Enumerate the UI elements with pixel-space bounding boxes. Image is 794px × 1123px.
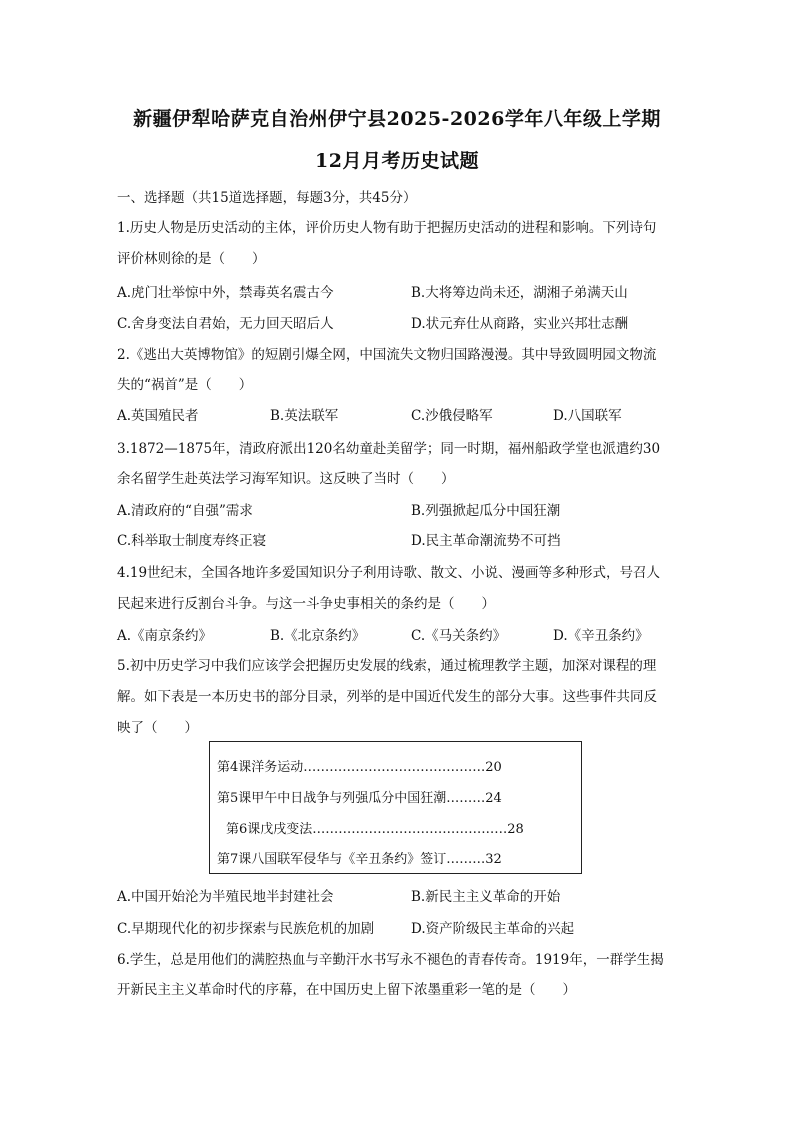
question-4-option-b: B.《北京条约》 (270, 628, 366, 644)
question-1-option-a: A.虎门壮举惊中外，禁毒英名震古今 (117, 285, 334, 301)
question-5-stem-line3: 映了（ ） (117, 720, 198, 736)
question-2-stem-line1: 2.《逃出大英博物馆》的短剧引爆全网，中国流失文物归国路漫漫。其中导致圆明园文物流 (117, 347, 657, 363)
exam-title-line2: 12月月考历史试题 (315, 150, 479, 172)
question-6-stem-line1: 6.学生，总是用他们的满腔热血与辛勤汗水书写永不褪色的青春传奇。1919年，一群学生揭 (117, 952, 664, 968)
question-5-option-d: D.资产阶级民主革命的兴起 (411, 921, 575, 937)
toc-row: 第4课洋务运动……………………………………20 (217, 760, 502, 775)
question-1-stem-line2: 评价林则徐的是（ ） (117, 251, 266, 267)
question-4-stem-line2: 民起来进行反割台斗争。与这一斗争史事相关的条约是（ ） (117, 596, 495, 612)
question-5-option-a: A.中国开始沦为半殖民地半封建社会 (117, 889, 334, 905)
question-3-option-c: C.科举取士制度寿终正寝 (117, 533, 267, 549)
exam-title-line1: 新疆伊犁哈萨克自治州伊宁县2025-2026学年八年级上学期 (133, 108, 661, 130)
question-2-option-b: B.英法联军 (270, 408, 339, 424)
question-3-option-b: B.列强掀起瓜分中国狂潮 (411, 503, 561, 519)
question-2-option-a: A.英国殖民者 (117, 408, 199, 424)
question-5-stem-line2: 解。如下表是一本历史书的部分目录，列举的是中国近代发生的部分大事。这些事件共同反 (117, 689, 657, 705)
question-6-stem-line2: 开新民主主义革命时代的序幕，在中国历史上留下浓墨重彩一笔的是（ ） (117, 982, 576, 998)
question-3-option-a: A.清政府的“自强”需求 (117, 503, 253, 519)
question-3-option-d: D.民主革命潮流势不可挡 (411, 533, 561, 549)
question-2-option-d: D.八国联军 (553, 408, 622, 424)
question-5-stem-line1: 5.初中历史学习中我们应该学会把握历史发展的线索，通过梳理教学主题，加深对课程的理 (117, 658, 657, 674)
question-5-option-c: C.早期现代化的初步探索与民族危机的加剧 (117, 921, 375, 937)
question-5-option-b: B.新民主主义革命的开始 (411, 889, 561, 905)
question-4-stem-line1: 4.19世纪末，全国各地许多爱国知识分子利用诗歌、散文、小说、漫画等多种形式，号召人 (117, 565, 661, 581)
question-2-stem-line2: 失的“祸首”是（ ） (117, 377, 253, 393)
question-4-option-a: A.《南京条约》 (117, 628, 213, 644)
table-of-contents-box (209, 741, 582, 874)
question-3-stem-line1: 3.1872—1875年，清政府派出120名幼童赴美留学；同一时期，福州船政学堂也派遣约30 (117, 441, 661, 457)
question-1-option-c: C.舍身变法自君始，无力回天昭后人 (117, 316, 334, 332)
section-heading: 一、选择题（共15道选择题，每题3分，共45分） (117, 190, 417, 206)
question-2-option-c: C.沙俄侵略军 (411, 408, 493, 424)
question-1-stem-line1: 1.历史人物是历史活动的主体，评价历史人物有助于把握历史活动的进程和影响。下列诗句 (117, 220, 657, 236)
question-4-option-c: C.《马关条约》 (411, 628, 507, 644)
toc-row: 第6课戊戌变法………………………………………28 (226, 822, 524, 837)
question-3-stem-line2: 余名留学生赴英法学习海军知识。这反映了当时（ ） (117, 471, 455, 487)
toc-row: 第7课八国联军侵华与《辛丑条约》签订………32 (217, 852, 502, 867)
question-1-option-d: D.状元弃仕从商路，实业兴邦壮志酬 (411, 316, 629, 332)
question-1-option-b: B.大将筹边尚未还，湖湘子弟满天山 (411, 285, 628, 301)
question-4-option-d: D.《辛丑条约》 (553, 628, 649, 644)
toc-row: 第5课甲午中日战争与列强瓜分中国狂潮………24 (217, 791, 502, 806)
